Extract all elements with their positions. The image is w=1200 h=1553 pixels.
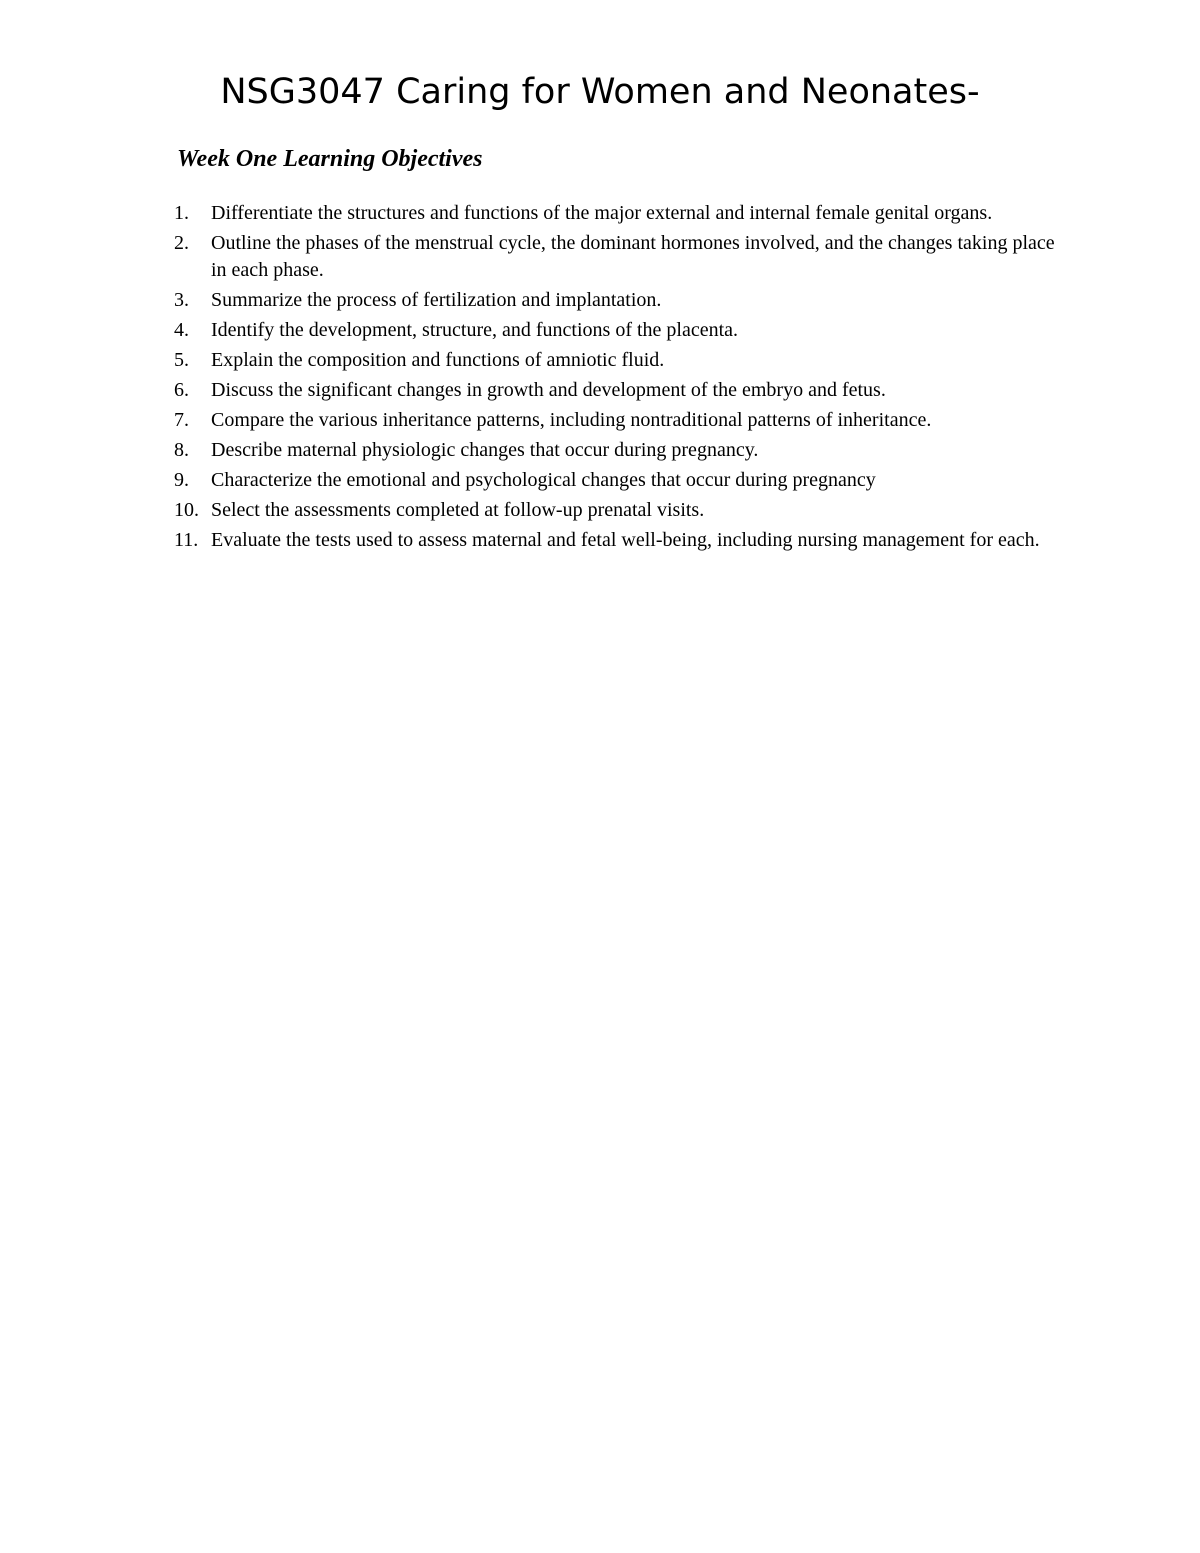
objective-item bbox=[174, 437, 1074, 464]
objective-item bbox=[174, 347, 1074, 374]
objective-number: 6. bbox=[174, 379, 189, 401]
objective-number: 4. bbox=[174, 319, 189, 341]
objective-item bbox=[174, 200, 1074, 227]
objective-number: 1. bbox=[174, 202, 189, 224]
objective-item bbox=[174, 317, 1074, 344]
objective-number: 8. bbox=[174, 439, 189, 461]
objective-text: Summarize the process of fertilization and implantation. bbox=[211, 289, 662, 311]
objective-text: Describe maternal physiologic changes that occur during pregnancy. bbox=[211, 439, 759, 461]
objective-text: Outline the phases of the menstrual cycle, the dominant hormones involved, and the changes taking place in each phase. bbox=[211, 232, 1055, 281]
section-heading: Week One Learning Objectives bbox=[177, 146, 483, 172]
objective-item bbox=[174, 377, 1074, 404]
objective-number: 2. bbox=[174, 232, 189, 254]
objective-text: Differentiate the structures and functions of the major external and internal female genital organs. bbox=[211, 202, 993, 224]
objective-item bbox=[174, 407, 1074, 434]
objective-item bbox=[174, 527, 1074, 554]
objective-item bbox=[174, 230, 1074, 284]
objective-number: 5. bbox=[174, 349, 189, 371]
objective-text: Evaluate the tests used to assess maternal and fetal well-being, including nursing management for each. bbox=[211, 529, 1040, 551]
objective-text: Discuss the significant changes in growth and development of the embryo and fetus. bbox=[211, 379, 886, 401]
objective-text: Identify the development, structure, and functions of the placenta. bbox=[211, 319, 739, 341]
objective-number: 9. bbox=[174, 469, 189, 491]
objective-number: 3. bbox=[174, 289, 189, 311]
objective-item bbox=[174, 467, 1074, 494]
objective-number: 10. bbox=[174, 499, 199, 521]
objective-text: Explain the composition and functions of amniotic fluid. bbox=[211, 349, 665, 371]
objective-text: Select the assessments completed at follow-up prenatal visits. bbox=[211, 499, 705, 521]
objective-text: Characterize the emotional and psychological changes that occur during pregnancy bbox=[211, 469, 876, 491]
document-title: NSG3047 Caring for Women and Neonates- bbox=[220, 72, 980, 112]
objectives-list bbox=[174, 200, 1074, 557]
objective-text: Compare the various inheritance patterns, including nontraditional patterns of inheritance. bbox=[211, 409, 932, 431]
objective-number: 7. bbox=[174, 409, 189, 431]
objective-number: 11. bbox=[174, 529, 199, 551]
objective-item bbox=[174, 287, 1074, 314]
objective-item bbox=[174, 497, 1074, 524]
